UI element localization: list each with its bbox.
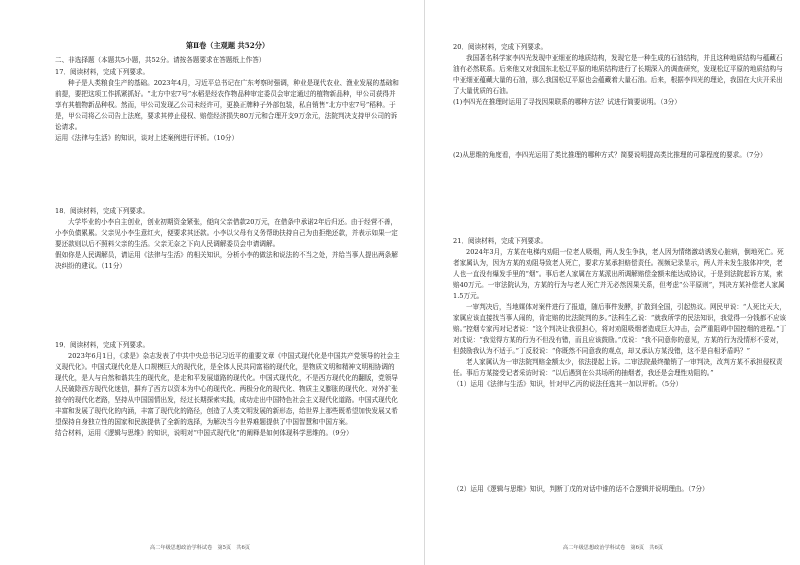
page-footer-left: 高二年级思想政治学科试卷 第5页 共6页 [150,545,250,551]
q17-requirement: 运用《法律与生活》的知识，谈对上述案例进行评析。（10分） [55,134,239,142]
question-19 [55,340,400,439]
left-page [55,0,400,565]
q18-number: 18．阅读材料，完成下列要求。 [55,207,150,215]
q19-requirement: 结合材料，运用《逻辑与思维》的知识，说明对“中国式现代化”的阐释是如何体现科学思维的。（9分） [55,429,353,437]
section-heading: 二、非选择题（本题共5小题，共52分。请按各题要求在答题纸上作答） [55,56,266,64]
q21-material-3: 老人家属认为一审法院判赔金额太少，依法提起上诉。二审法院最终撤销了一审判决，改判方某不承担侵权责任。事后方某接受记者采访时说：“以后遇到在公共场所的抽烟者，我还是会理性劝阻的。” [453,358,783,377]
q21-sub1: （1）运用《法律与生活》知识，针对甲乙丙的说法任选其一加以评析。（5分） [453,380,683,388]
q20-sub2: (2)从思维的角度看，李四光运用了类比推理的哪种方式？简要说明提高类比推理的可靠程度的要求。（7分） [453,151,767,159]
q19-material: 2023年6月1日，《求是》杂志发表了中共中央总书记习近平的重要文章《中国式现代化是中国共产党领导的社会主义现代化》。中国式现代化是人口规模巨大的现代化，是全体人民共同富裕的现代化，是物质文明和精神文明相协调的现代化，是人与自然和谐共生的现代化，是走和平发展道路的现代化。中国式现代化，不是西方现代化的翻版，党领导人民破除西方现代化迷信，摒弃了西方以资本为中心的现代化、两极分化的现代化、物质主义膨胀的现代化、对外扩张掠夺的现代化老路，坚持从中国国情出发，经过长期探索实践，成功走出中国特色社会主义现代化道路。中国式现代化丰富和发展了现代化的内涵，丰富了现代化的路径，创造了人类文明发展的新形态，给世界上那些既希望加快发展又希望保持自身独立性的国家和民族提供了全新的选择，为解决当今世界难题提供了中国智慧和中国方案。 [55,352,400,426]
question-17 [55,67,400,144]
q21-material-1: 2024年3月，方某在电梯内劝阻一位老人吸烟，两人发生争执，老人因为情绪激动诱发心脏病，倒地死亡。死者家属认为，因为方某的劝阻导致老人死亡，要求方某承担赔偿责任。视频记录显示，两人并未发生肢体冲突，老人也一直没有爆发手里的“烟”。事后老人家属在方某派出所调解赔偿金额未能达成协议，于是到法院起诉方某，索赔40万元。一审法院认为，方某的行为与老人死亡并无必然因果关系，但考虑“公平原则”，判决方某补偿老人家属1.5万元。 [453,248,785,300]
q20-sub1: (1)李四光在推理时运用了寻找因果联系的哪种方法？试进行简要说明。（3分） [453,98,681,106]
q20-number: 20．阅读材料，完成下列要求。 [453,43,548,51]
question-20 [453,42,788,108]
page-divider [424,0,425,565]
q18-material: 大学毕业的小李自主创业，创业初期资金紧张，便向父亲借款20万元，在借条中承诺2年后归还。由于经营不善，小李负债累累。父亲见小李生意红火，便要求其还款。小李以父母有义务帮助扶持自己为由拒绝还款，并表示如果一定要还款则以后不照料父亲的生活。父亲无奈之下向人民调解委员会申请调解。 [55,218,398,248]
q21-number: 21．阅读材料，完成下列要求。 [453,237,548,245]
page-footer-right: 高二年级思想政治学科试卷 第6页 共6页 [563,545,663,551]
q21-material-2: 一审判决后，当地媒体对案件进行了报道，随后事件发酵，扩散到全国，引起热议。网民甲说：“人死比天大，家属应该直接找当事人闹的，肯定赔的比法院判的多。”法科生乙说：“就我所学的民法知识，我觉得一分钱都不应该赔。”控烟专家丙对记者说：“这个判决让我很担心，将对劝阻吸烟者造成巨大冲击，会严重阻碍中国控烟的进程。”丁对戊说：“我觉得方某的行为不但没有错，而且应该鼓励。”戊说：“我不同意你的意见，方某的行为没情形不妥对，但鼓励我认为不适于。”丁反驳说：“你既然不同意我的观点，却又承认方某没错，这不是自相矛盾吗？” [453,303,787,355]
q17-number: 17．阅读材料，完成下列要求。 [55,68,150,76]
q18-requirement: 假如你是人民调解员，请运用《法律与生活》的相关知识，分析小李的做法和说法的不当之处，并给当事人提出两条解决纠纷的建议。（11分） [55,251,398,270]
right-page [453,0,788,565]
question-21 [453,236,788,390]
section-title: 第Ⅱ卷（主观题 共52分） [185,41,270,50]
q20-material: 我国著名科学家李四光发现中亚细亚的地质结构，发现它是一种生成的石油结构，并且这种地质结构与蕴藏石油有必然联系。后来他又对我国东北松辽平原的地质结构进行了长期深入的调查研究，发现松辽平原的地质结构与中亚细亚蕴藏大量的石油，那么我国松辽平原也会蕴藏着大量石油。后来，根据李四光的理论，我国在大庆开采出了大量优质的石油。 [453,54,783,95]
question-18 [55,206,400,272]
q17-material: 种子是人类粮食生产的基础。2023年4月，习近平总书记在广东考察时强调，种业是现代农业、渔业发展的基础和前提，要把这项工作抓紧抓好。“北方中宏7号”水稻是经农作物品种审定委员会审定通过的植物新品种，甲公司获得并享有其植物新品种权。然而，甲公司发现乙公司未经许可，更换正牌种子外部包装，私自销售“北方中宏7号”稻种。于是，甲公司将乙公司告上法庭，要求其停止侵权、赔偿经济损失80万元和合理开支9万余元，法院判决支持甲公司的诉讼请求。 [55,79,399,131]
q19-number: 19．阅读材料，完成下列要求。 [55,341,150,349]
q21-sub2: （2）运用《逻辑与思维》知识，判断丁戊的对话中谁的话不合逻辑并说明理由。（7分） [453,485,709,493]
